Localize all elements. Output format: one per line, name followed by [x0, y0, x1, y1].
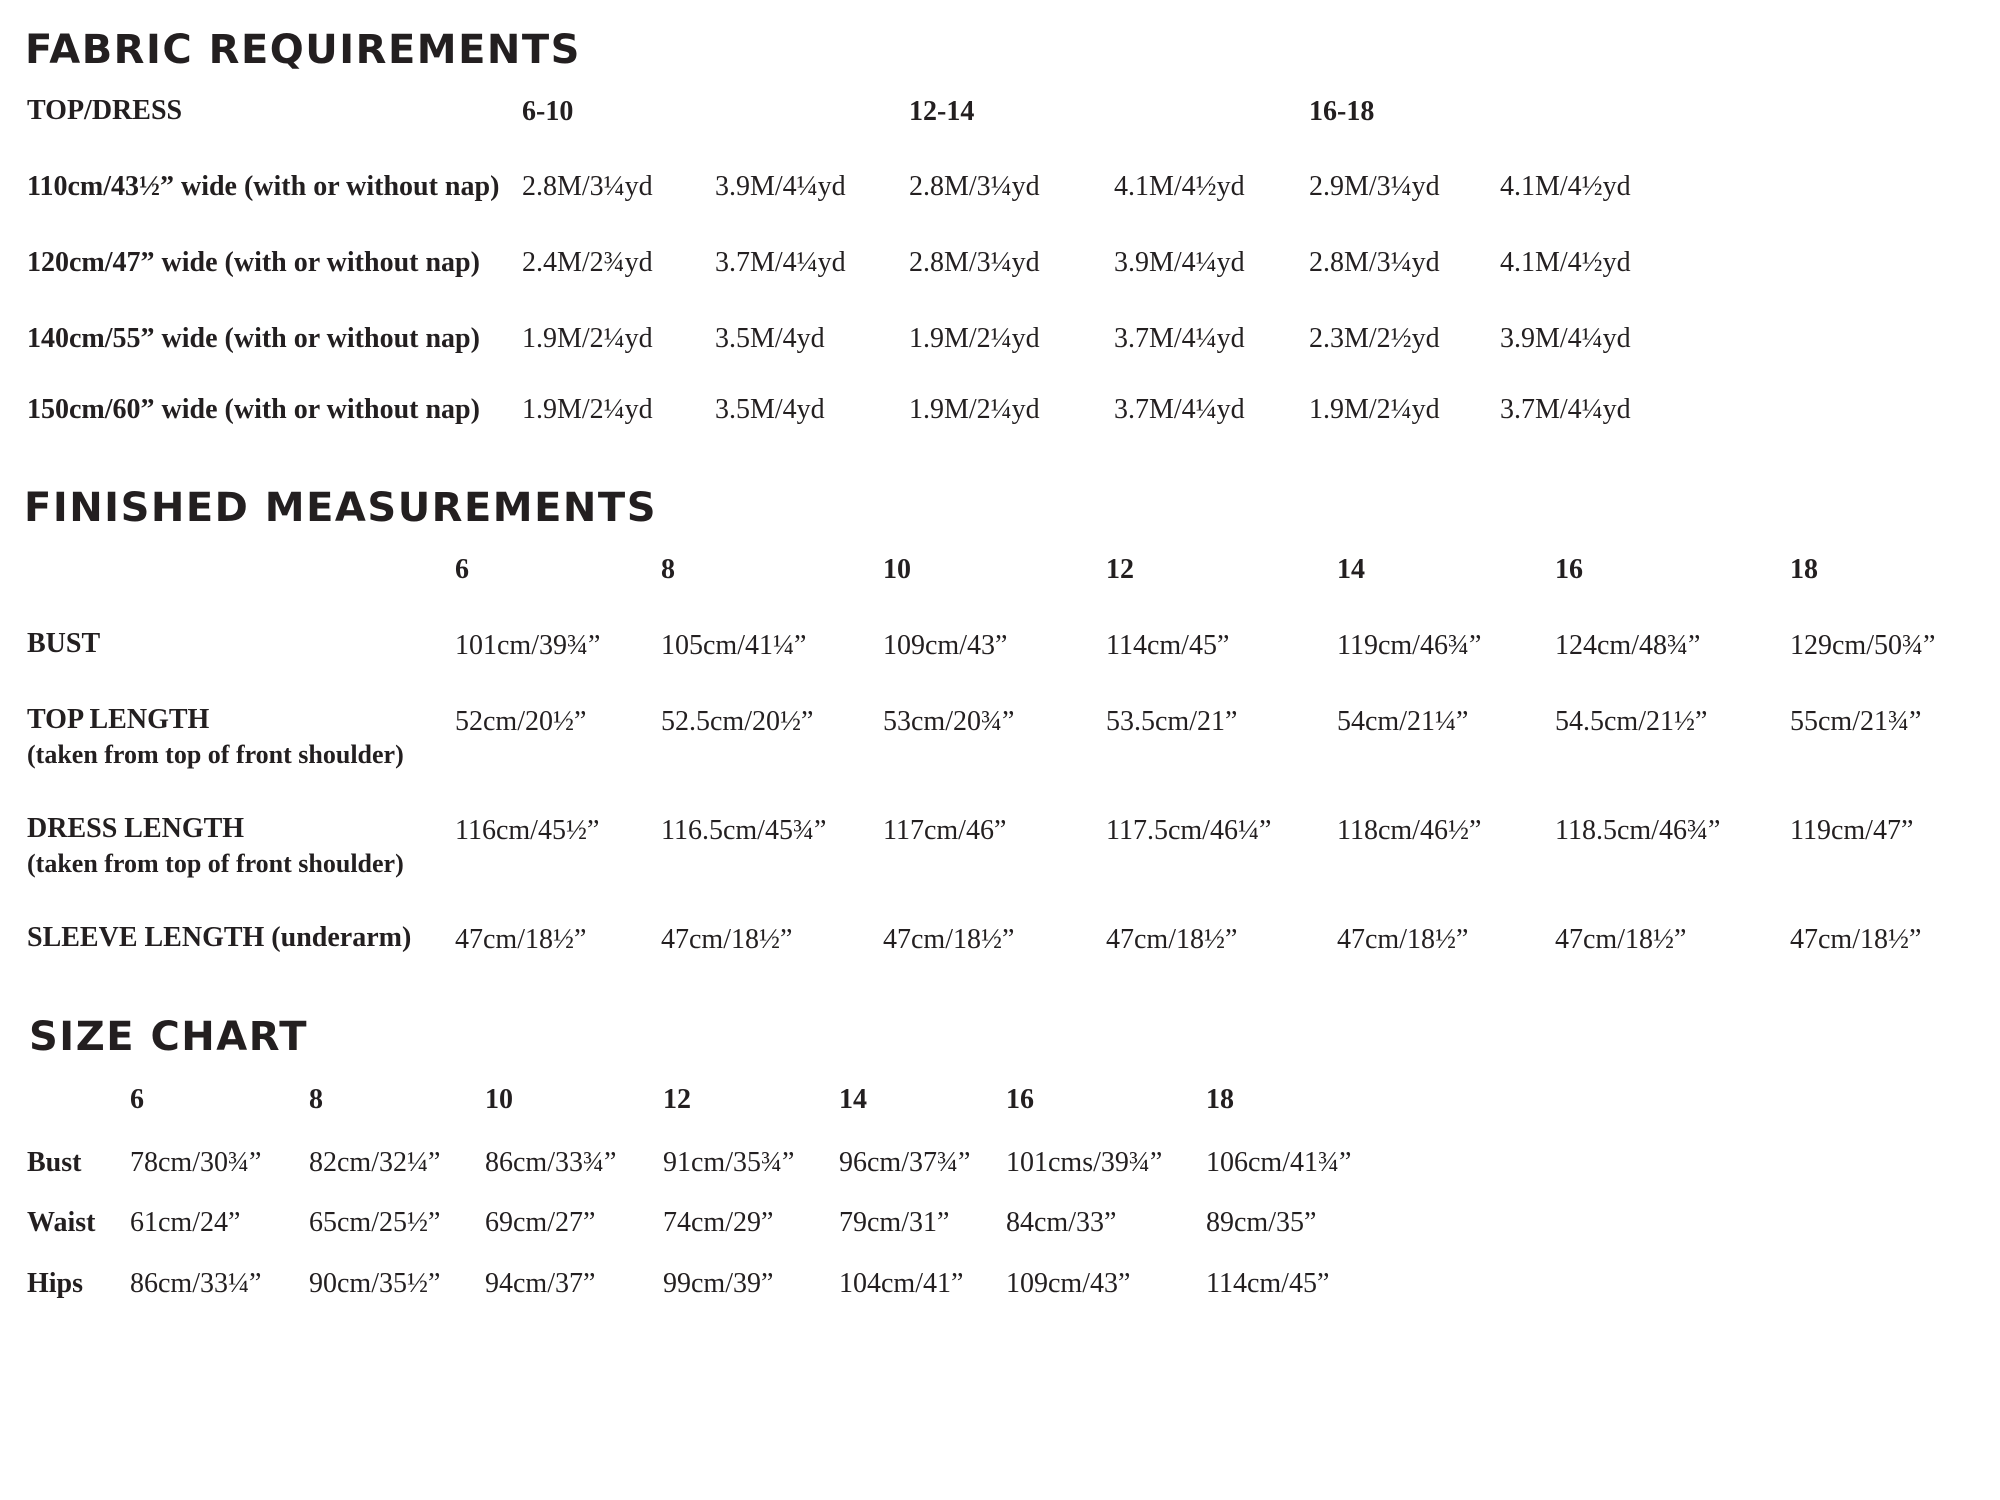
finished-row-label	[27, 630, 100, 658]
fabric-cell: 3.9M/4¼yd	[715, 171, 846, 202]
finished-cell: 47cm/18½”	[1790, 924, 1922, 955]
fabric-cell: 3.7M/4¼yd	[1114, 323, 1245, 354]
size-chart-cell: 86cm/33¾”	[485, 1147, 617, 1178]
finished-size-header: 18	[1790, 554, 1818, 585]
size-chart-cell: 96cm/37¾”	[839, 1147, 971, 1178]
fabric-row-label: 120cm/47” wide (with or without nap)	[27, 247, 480, 278]
finished-cell: 118.5cm/46¾”	[1555, 815, 1721, 846]
fabric-cell: 3.5M/4yd	[715, 394, 825, 425]
size-chart-cell: 65cm/25½”	[309, 1207, 441, 1238]
finished-cell: 118cm/46½”	[1337, 815, 1482, 846]
finished-cell: 109cm/43”	[883, 630, 1008, 661]
finished-cell: 47cm/18½”	[1337, 924, 1469, 955]
finished-cell: 119cm/46¾”	[1337, 630, 1482, 661]
size-chart-cell: 109cm/43”	[1006, 1268, 1131, 1299]
size-chart-row-label: Waist	[27, 1207, 96, 1238]
size-chart-size-header: 14	[839, 1084, 867, 1115]
finished-cell: 47cm/18½”	[1555, 924, 1687, 955]
size-chart-cell: 61cm/24”	[130, 1207, 241, 1238]
fabric-cell: 2.8M/3¼yd	[1309, 247, 1440, 278]
finished-cell: 54cm/21¼”	[1337, 706, 1469, 737]
finished-size-header: 12	[1106, 554, 1134, 585]
size-chart-cell: 101cms/39¾”	[1006, 1147, 1163, 1178]
finished-cell: 52.5cm/20½”	[661, 706, 814, 737]
finished-size-header: 10	[883, 554, 911, 585]
size-chart-cell: 82cm/32¼”	[309, 1147, 441, 1178]
size-chart-cell: 99cm/39”	[663, 1268, 774, 1299]
fabric-cell: 2.8M/3¼yd	[909, 247, 1040, 278]
finished-cell: 105cm/41¼”	[661, 630, 807, 661]
size-chart-row-label: Hips	[27, 1268, 84, 1299]
fabric-row-label: 110cm/43½” wide (with or without nap)	[27, 171, 500, 202]
fabric-size-group: 16-18	[1309, 96, 1375, 127]
size-chart-size-header: 6	[130, 1084, 144, 1115]
finished-size-header: 14	[1337, 554, 1365, 585]
finished-cell: 117.5cm/46¼”	[1106, 815, 1272, 846]
fabric-cell: 1.9M/2¼yd	[522, 323, 653, 354]
finished-cell: 119cm/47”	[1790, 815, 1914, 846]
finished-cell: 55cm/21¾”	[1790, 706, 1922, 737]
fabric-cell: 1.9M/2¼yd	[1309, 394, 1440, 425]
finished-cell: 52cm/20½”	[455, 706, 587, 737]
size-chart-cell: 94cm/37”	[485, 1268, 596, 1299]
finished-row-label	[27, 815, 404, 877]
finished-row-label	[27, 706, 404, 768]
finished-size-header: 16	[1555, 554, 1583, 585]
finished-row-title: DRESS LENGTH	[27, 813, 245, 844]
finished-row-sublabel: (taken from top of front shoulder)	[27, 740, 404, 769]
size-chart-row-label: Bust	[27, 1147, 82, 1178]
fabric-requirements-title: FABRIC REQUIREMENTS	[25, 27, 581, 73]
size-chart-cell: 91cm/35¾”	[663, 1147, 795, 1178]
finished-cell: 124cm/48¾”	[1555, 630, 1701, 661]
size-chart-cell: 90cm/35½”	[309, 1268, 441, 1299]
size-chart-cell: 86cm/33¼”	[130, 1268, 262, 1299]
size-chart-cell: 69cm/27”	[485, 1207, 596, 1238]
size-chart-title: SIZE CHART	[29, 1014, 309, 1060]
fabric-cell: 2.4M/2¾yd	[522, 247, 653, 278]
fabric-cell: 4.1M/4½yd	[1114, 171, 1245, 202]
fabric-cell: 1.9M/2¼yd	[522, 394, 653, 425]
size-chart-cell: 78cm/30¾”	[130, 1147, 262, 1178]
finished-cell: 47cm/18½”	[1106, 924, 1238, 955]
size-chart-cell: 79cm/31”	[839, 1207, 950, 1238]
size-chart-size-header: 16	[1006, 1084, 1034, 1115]
finished-row-sublabel: (taken from top of front shoulder)	[27, 849, 404, 878]
fabric-cell: 3.5M/4yd	[715, 323, 825, 354]
fabric-cell: 2.9M/3¼yd	[1309, 171, 1440, 202]
fabric-cell: 1.9M/2¼yd	[909, 323, 1040, 354]
finished-size-header: 6	[455, 554, 469, 585]
size-chart-cell: 106cm/41¾”	[1206, 1147, 1352, 1178]
finished-cell: 129cm/50¾”	[1790, 630, 1936, 661]
fabric-cell: 4.1M/4½yd	[1500, 171, 1631, 202]
fabric-cell: 3.7M/4¼yd	[1500, 394, 1631, 425]
size-chart-cell: 104cm/41”	[839, 1268, 964, 1299]
finished-cell: 101cm/39¾”	[455, 630, 601, 661]
fabric-cell: 2.8M/3¼yd	[522, 171, 653, 202]
size-chart-cell: 74cm/29”	[663, 1207, 774, 1238]
size-chart-size-header: 12	[663, 1084, 691, 1115]
fabric-cell: 2.3M/2½yd	[1309, 323, 1440, 354]
finished-cell: 116.5cm/45¾”	[661, 815, 827, 846]
finished-row-title: BUST	[27, 628, 101, 659]
fabric-row-label: 140cm/55” wide (with or without nap)	[27, 323, 480, 354]
size-chart-cell: 89cm/35”	[1206, 1207, 1317, 1238]
fabric-header-label: TOP/DRESS	[27, 95, 183, 126]
finished-cell: 114cm/45”	[1106, 630, 1230, 661]
finished-cell: 116cm/45½”	[455, 815, 600, 846]
fabric-cell: 3.7M/4¼yd	[1114, 394, 1245, 425]
fabric-cell: 3.7M/4¼yd	[715, 247, 846, 278]
fabric-cell: 3.9M/4¼yd	[1114, 247, 1245, 278]
fabric-cell: 1.9M/2¼yd	[909, 394, 1040, 425]
fabric-size-group: 6-10	[522, 96, 574, 127]
finished-size-header: 8	[661, 554, 675, 585]
finished-row-label	[27, 924, 411, 952]
finished-row-title: SLEEVE LENGTH (underarm)	[27, 922, 412, 953]
fabric-row-label: 150cm/60” wide (with or without nap)	[27, 394, 480, 425]
fabric-cell: 4.1M/4½yd	[1500, 247, 1631, 278]
finished-cell: 47cm/18½”	[661, 924, 793, 955]
finished-cell: 53.5cm/21”	[1106, 706, 1238, 737]
size-chart-size-header: 18	[1206, 1084, 1234, 1115]
finished-cell: 47cm/18½”	[883, 924, 1015, 955]
finished-cell: 117cm/46”	[883, 815, 1007, 846]
finished-cell: 54.5cm/21½”	[1555, 706, 1708, 737]
size-chart-size-header: 8	[309, 1084, 323, 1115]
finished-cell: 53cm/20¾”	[883, 706, 1015, 737]
fabric-cell: 2.8M/3¼yd	[909, 171, 1040, 202]
fabric-cell: 3.9M/4¼yd	[1500, 323, 1631, 354]
finished-row-title: TOP LENGTH	[27, 704, 210, 735]
fabric-size-group: 12-14	[909, 96, 975, 127]
size-chart-cell: 84cm/33”	[1006, 1207, 1117, 1238]
finished-cell: 47cm/18½”	[455, 924, 587, 955]
size-chart-size-header: 10	[485, 1084, 513, 1115]
finished-measurements-title: FINISHED MEASUREMENTS	[24, 485, 658, 531]
size-chart-cell: 114cm/45”	[1206, 1268, 1330, 1299]
